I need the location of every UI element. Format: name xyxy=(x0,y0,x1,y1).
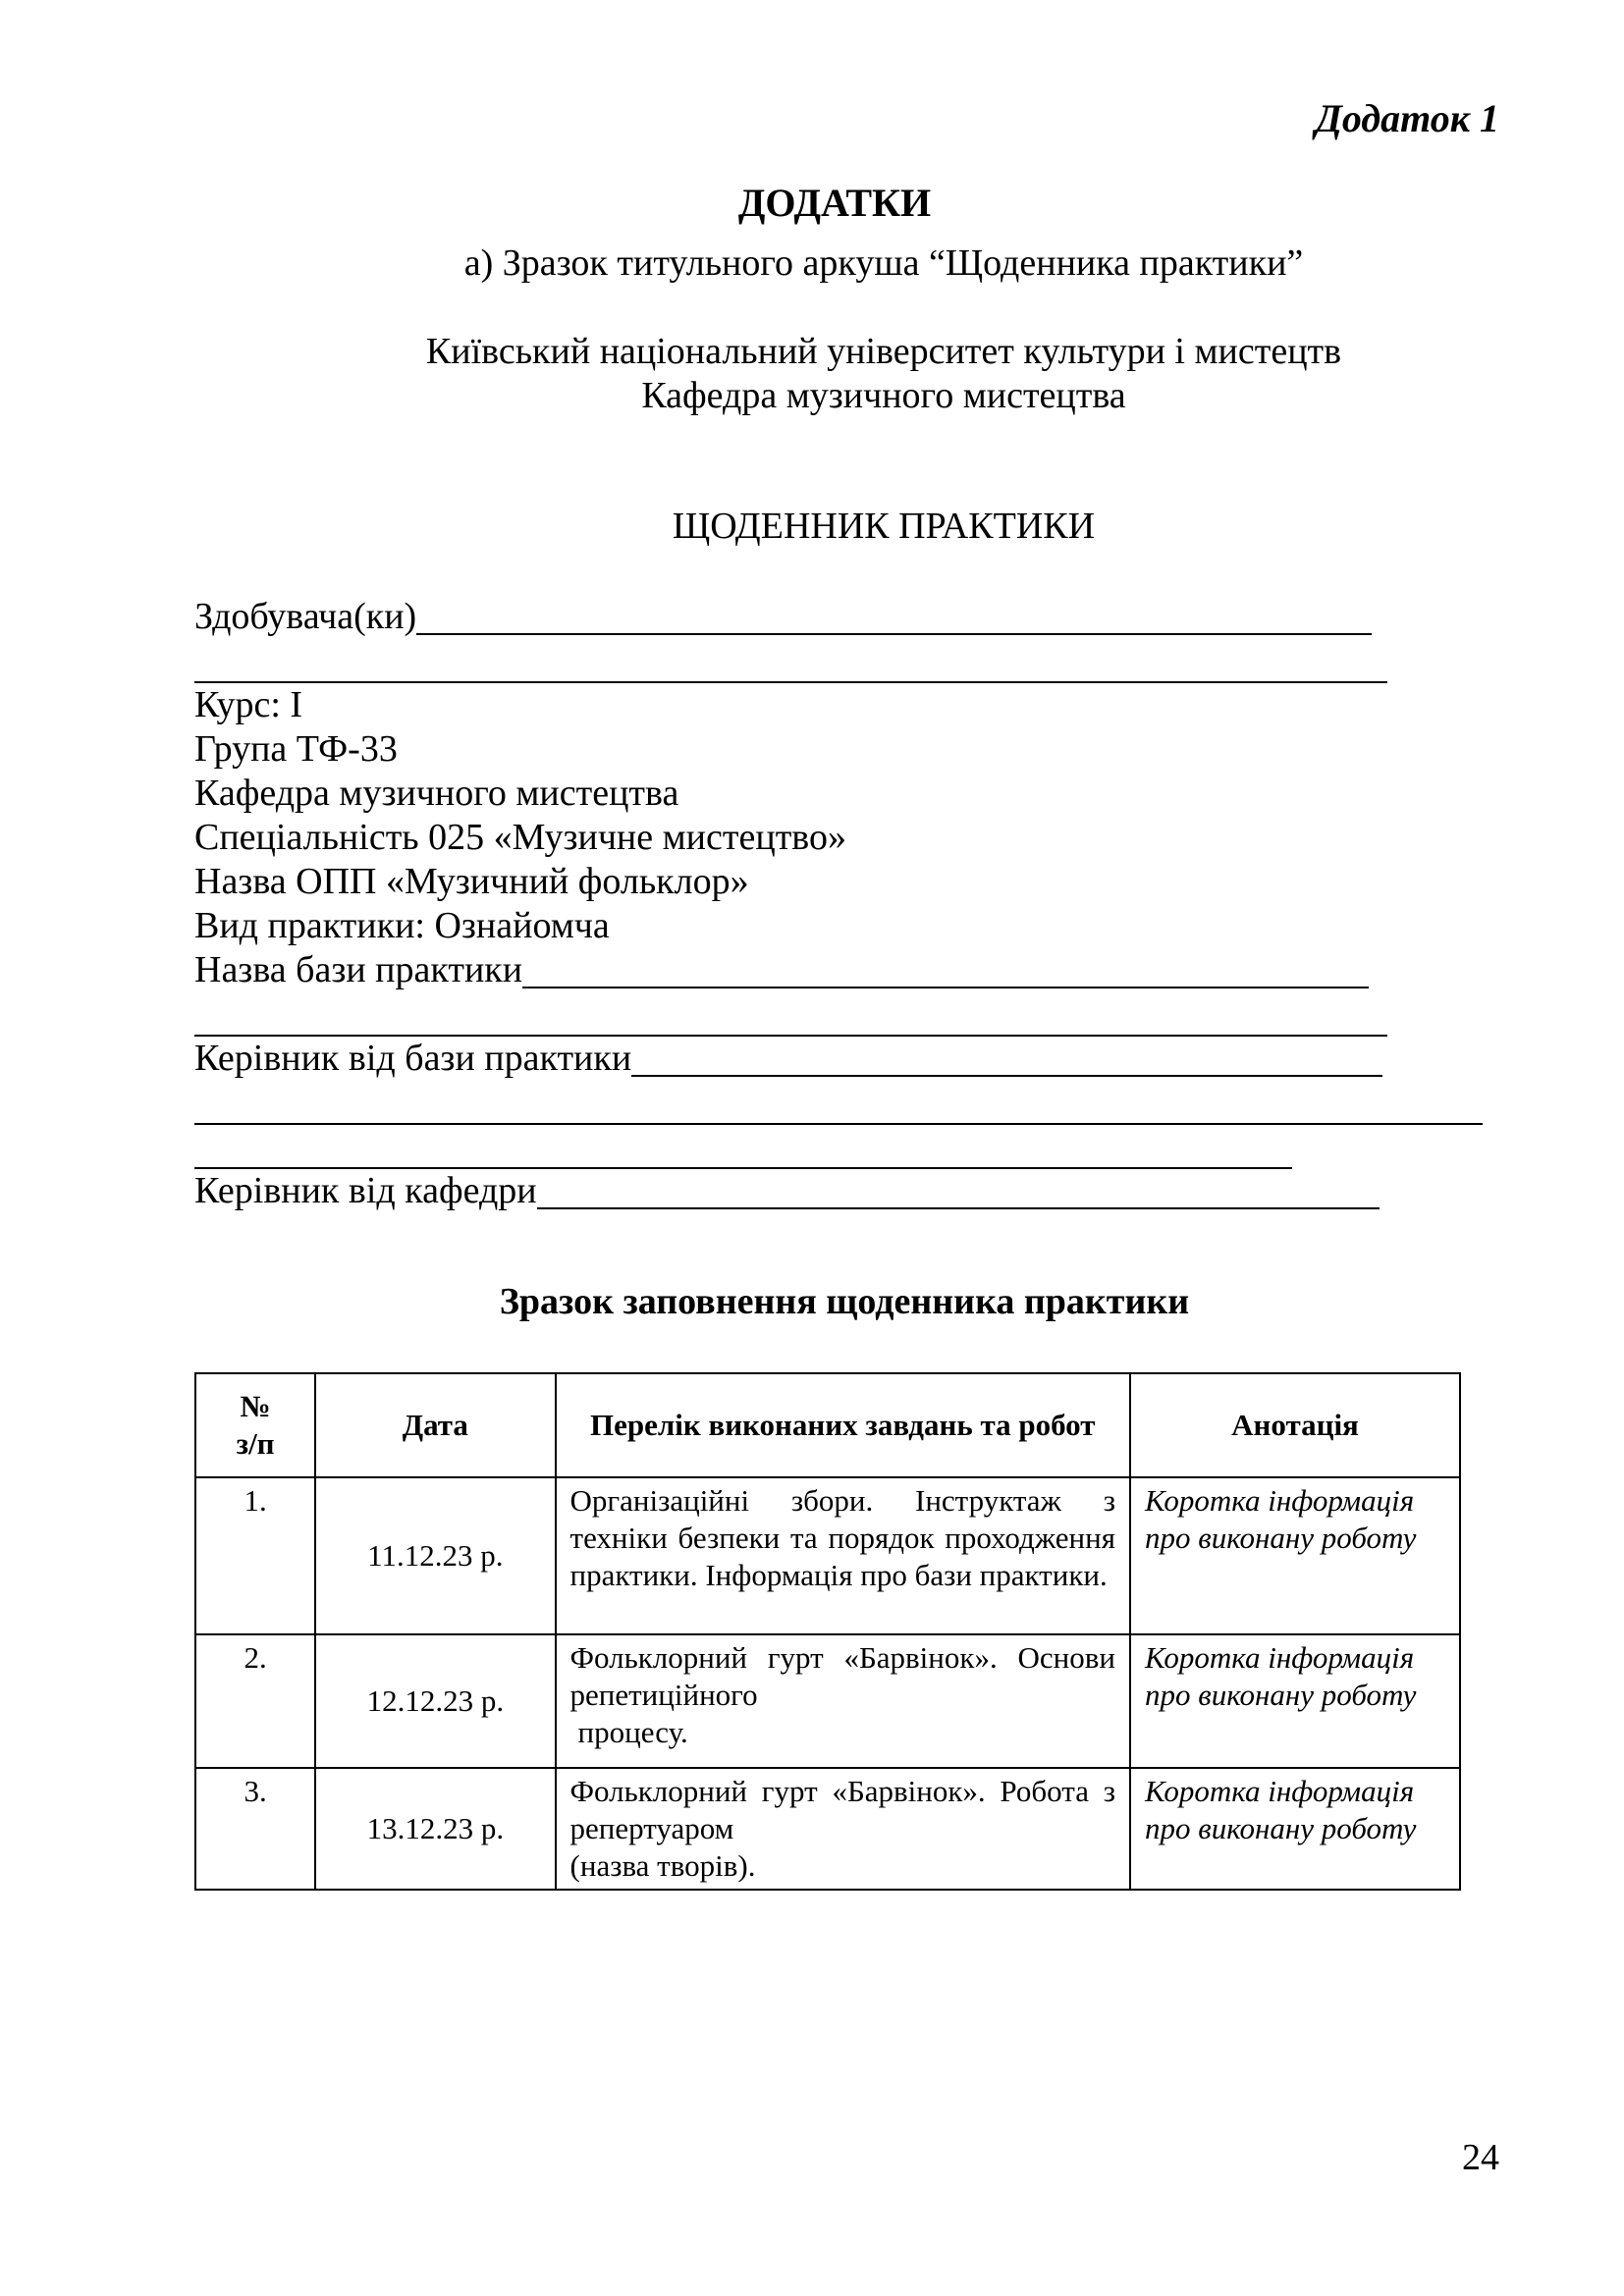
row-annotation: Коротка інформація про виконану роботу xyxy=(1130,1477,1460,1634)
table-row xyxy=(195,1768,1460,1890)
blank-line xyxy=(194,681,1387,683)
group-text: Група ТФ-33 xyxy=(194,728,398,770)
base-supervisor-label: Керівник від бази практики xyxy=(194,1038,632,1079)
practice-base-label: Назва бази практики xyxy=(194,949,523,990)
row-annotation: Коротка інформація про виконану роботу xyxy=(1130,1634,1460,1768)
sample-title: Зразок заповнення щоденника практики xyxy=(499,1281,1190,1322)
specialty-text: Спеціальність 025 «Музичне мистецтво» xyxy=(194,817,846,858)
row-date: 11.12.23 р. xyxy=(315,1477,555,1634)
diary-title: ЩОДЕННИК ПРАКТИКИ xyxy=(672,506,1096,547)
dept-supervisor-label: Керівник від кафедри xyxy=(194,1170,537,1211)
student-label: Здобувача(ки) xyxy=(194,596,417,637)
blank-line xyxy=(194,1123,1483,1125)
department-name: Кафедра музичного мистецтва xyxy=(641,375,1126,416)
row-tasks xyxy=(556,1768,1130,1890)
sample-diary-table xyxy=(194,1372,1461,1891)
row-tasks xyxy=(556,1634,1130,1768)
dept-supervisor-field xyxy=(194,1169,1380,1213)
base-supervisor-field xyxy=(194,1037,1382,1081)
practice-base-blank-line xyxy=(522,987,1369,988)
row-tasks-line: процесу. xyxy=(577,1715,688,1749)
header-date: Дата xyxy=(315,1373,555,1477)
table-row xyxy=(195,1634,1460,1768)
row-annotation: Коротка інформація про виконану роботу xyxy=(1130,1768,1460,1890)
table-header-row xyxy=(195,1373,1460,1477)
row-num: 3. xyxy=(195,1768,315,1890)
base-supervisor-blank-line xyxy=(631,1075,1382,1077)
row-tasks-line: (назва творів). xyxy=(569,1848,756,1883)
row-tasks-line: Фольклорний гурт «Барвінок». Основи репетиційного xyxy=(569,1640,1115,1712)
practice-type-text: Вид практики: Ознайомча xyxy=(194,905,610,946)
page-number: 24 xyxy=(1462,2137,1499,2178)
student-blank-line xyxy=(416,633,1372,635)
course-text: Курс: І xyxy=(194,684,303,725)
program-text: Назва ОПП «Музичний фольклор» xyxy=(194,861,749,902)
header-num xyxy=(195,1373,315,1477)
row-date: 12.12.23 р. xyxy=(315,1634,555,1768)
header-num-line1: № xyxy=(240,1389,271,1423)
row-tasks: Організаційні збори. Інструктаж з техніки безпеки та порядок проходження практики. Інформація про бази практики. xyxy=(556,1477,1130,1634)
table-row xyxy=(195,1477,1460,1634)
student-field xyxy=(194,595,1372,639)
header-num-line2: з/п xyxy=(236,1426,275,1461)
row-num: 1. xyxy=(195,1477,315,1634)
row-num: 2. xyxy=(195,1634,315,1768)
header-tasks: Перелік виконаних завдань та робот xyxy=(556,1373,1130,1477)
appendix-label: Додаток 1 xyxy=(1315,96,1499,140)
row-tasks-line: Фольклорний гурт «Барвінок». Робота з репертуаром xyxy=(569,1774,1115,1845)
row-date: 13.12.23 р. xyxy=(315,1768,555,1890)
practice-base-field xyxy=(194,948,1369,992)
department-text: Кафедра музичного мистецтва xyxy=(194,773,679,814)
university-name: Київський національний університет культури і мистецтв xyxy=(425,331,1342,372)
page-heading: ДОДАТКИ xyxy=(737,181,932,225)
dept-supervisor-blank-line xyxy=(537,1207,1380,1209)
subtitle: а) Зразок титульного аркуша “Щоденника практики” xyxy=(463,242,1304,284)
header-annotation: Анотація xyxy=(1130,1373,1460,1477)
